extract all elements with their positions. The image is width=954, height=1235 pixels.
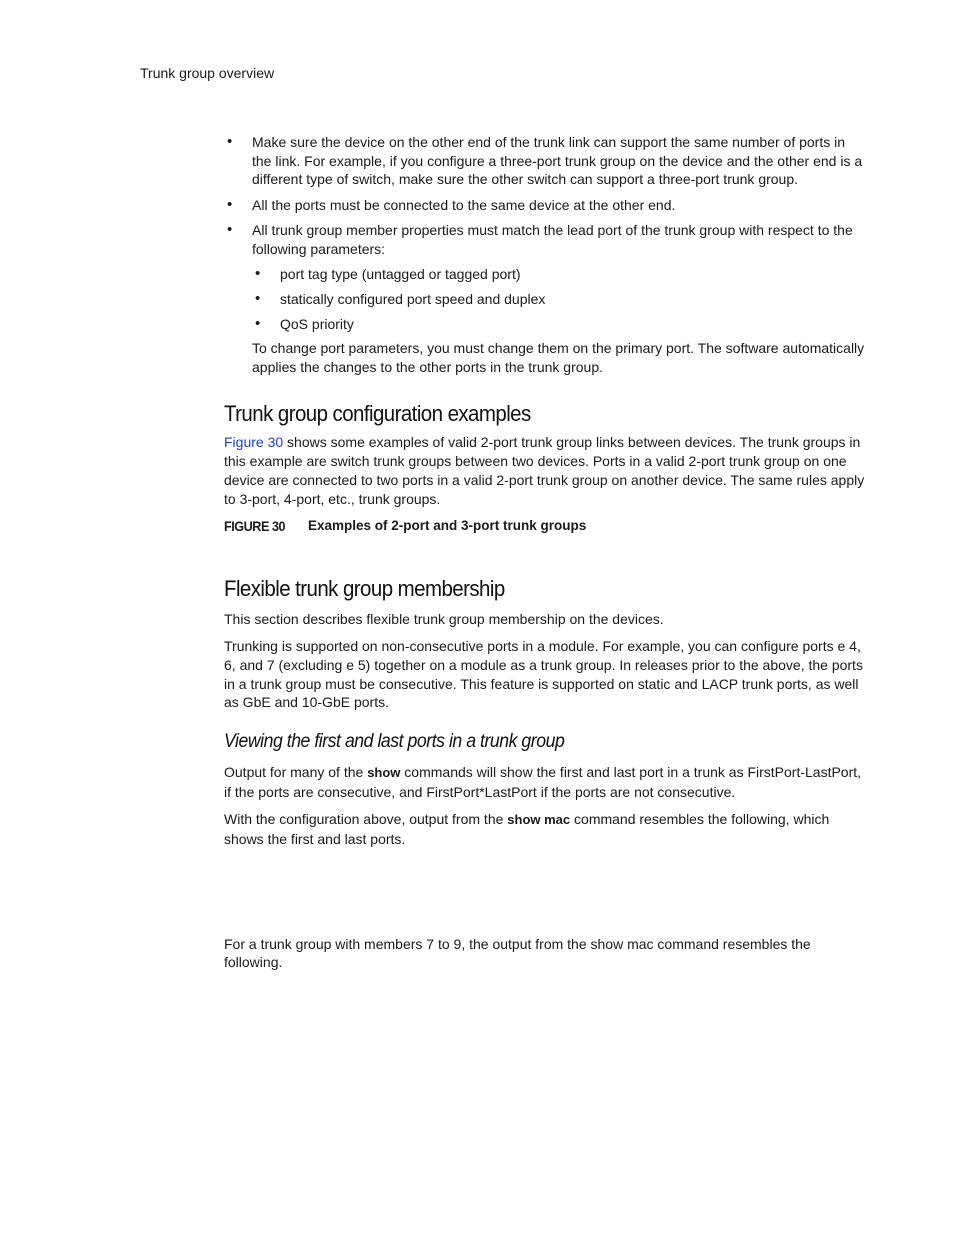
viewing-paragraph-1 (224, 763, 868, 801)
viewing-text: commands will show the first and last port in a trunk as FirstPort-LastPort, if the ports are consecutive, and FirstPort*LastPort if the ports are not consecutive. (224, 763, 862, 800)
list-item: • QoS priority (252, 315, 868, 334)
figure-caption (224, 517, 868, 536)
viewing-text: command resembles the following, which shows the first and last ports. (224, 811, 830, 847)
figure-label: FIGURE 30 (224, 518, 286, 535)
requirements-list (224, 133, 868, 334)
port-parameters-note: To change port parameters, you must change them on the primary port. The software automatically applies the changes to the other ports in the trunk group. (252, 340, 865, 376)
section-heading-flexible: Flexible trunk group membership (224, 575, 505, 601)
viewing-paragraph-3: For a trunk group with members 7 to 9, the output from the show mac command resembles the following. (224, 935, 811, 971)
show-mac-command: show mac (507, 812, 571, 828)
flexible-paragraph-1: This section describes flexible trunk group membership on the devices. (224, 610, 664, 627)
page-content (224, 133, 868, 972)
viewing-paragraph-2 (224, 810, 868, 848)
figure-title: Examples of 2-port and 3-port trunk groups (308, 518, 587, 534)
list-item: • Make sure the device on the other end of the trunk link can support the same number of ports in the link. For example, if you configure a three-port trunk group on the device and the other end is a different type of switch, make sure the other switch can support a three-port trunk group. (224, 133, 868, 189)
parameters-list (252, 265, 868, 334)
viewing-text: Output for many of the (224, 763, 368, 780)
examples-paragraph (224, 433, 868, 508)
running-header: Trunk group overview (140, 65, 275, 81)
list-item: • statically configured port speed and duplex (252, 290, 868, 309)
flexible-paragraph-2: Trunking is supported on non-consecutive ports in a module. For example, you can configure ports e 4, 6, and 7 (excluding e 5) together on a module as a trunk group. In releases prior to the above, the ports in a trunk group must be consecutive. This feature is supported on static and LACP trunk ports, as well as GbE and 10-GbE ports. (224, 638, 863, 711)
viewing-text: With the configuration above, output from the (224, 811, 508, 828)
subsection-heading-viewing: Viewing the first and last ports in a trunk group (224, 731, 565, 753)
list-item-text: All trunk group member properties must match the lead port of the trunk group with respect to the following parameters: (252, 221, 853, 257)
list-item (224, 221, 868, 334)
show-command: show (367, 764, 401, 780)
figure-30-link[interactable]: Figure 30 (224, 434, 284, 451)
section-heading-examples: Trunk group configuration examples (224, 400, 531, 426)
examples-text: shows some examples of valid 2-port trunk group links between devices. The trunk groups in this example are switch trunk groups between two devices. Ports in a valid 2-port trunk group on one device are connected to two ports in a valid 2-port trunk group on another device. The same rules apply to 3-port, 4-port, etc., trunk groups. (224, 434, 865, 507)
list-item: • port tag type (untagged or tagged port) (252, 265, 868, 284)
list-item: • All the ports must be connected to the same device at the other end. (224, 196, 868, 215)
